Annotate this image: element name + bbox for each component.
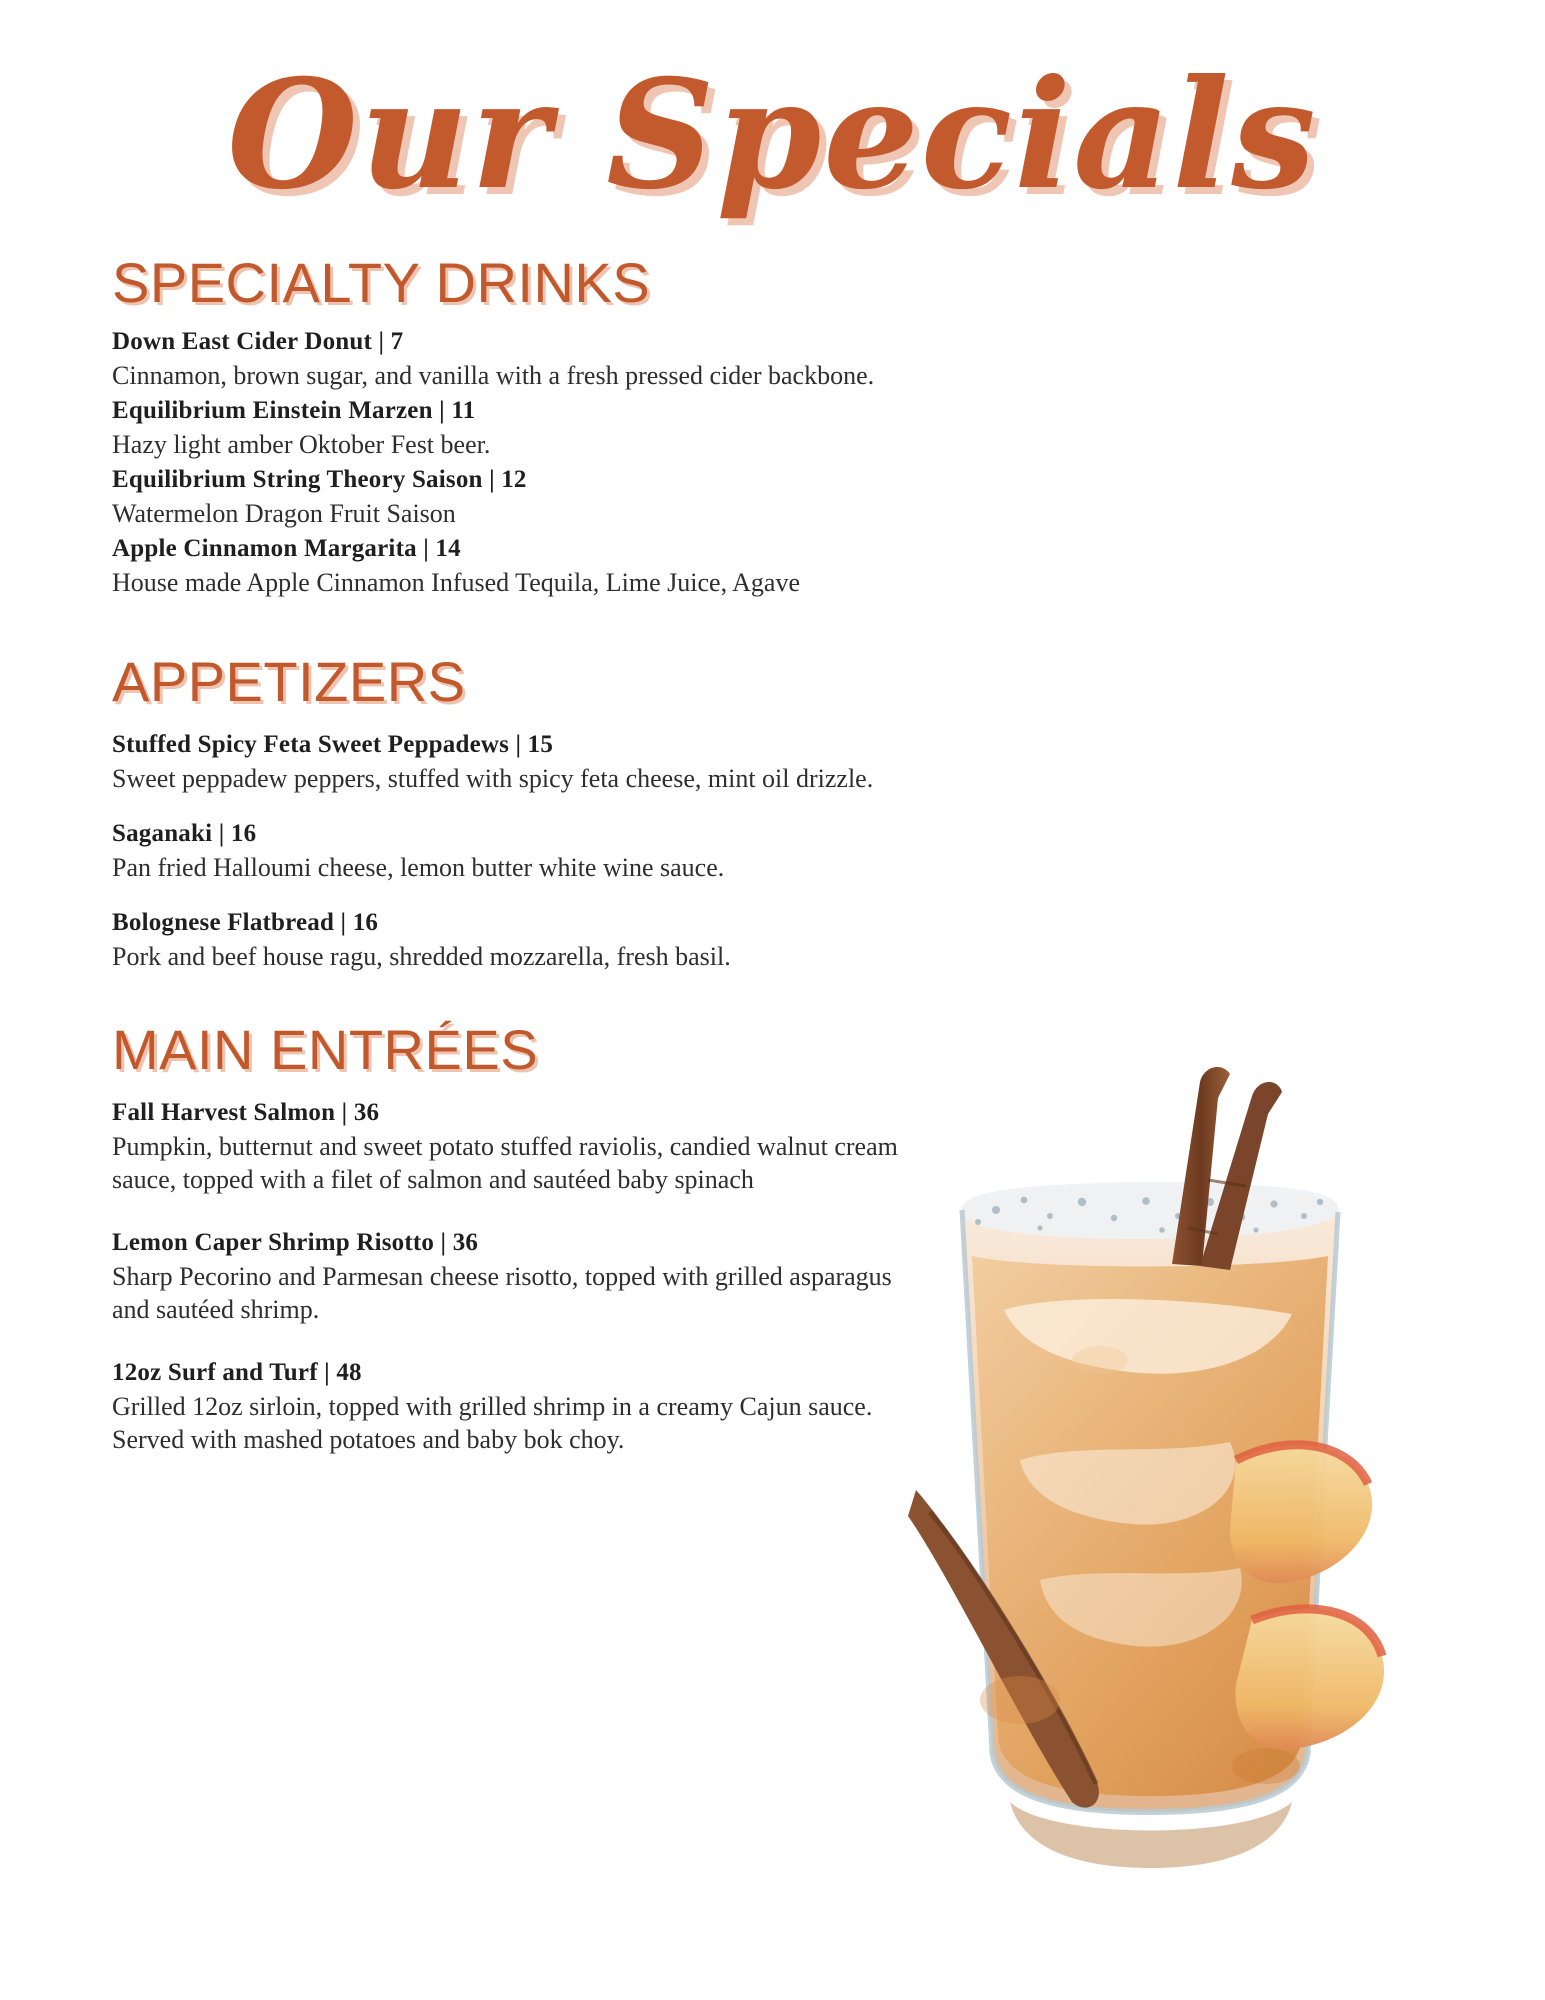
menu-item [112, 1096, 1545, 1196]
section-heading-appetizers: APPETIZERS [112, 650, 466, 713]
menu-item [112, 1226, 1545, 1326]
menu-item-list-specialty-drinks [112, 325, 1545, 599]
menu-item [112, 532, 1545, 599]
menu-item-name: Stuffed Spicy Feta Sweet Peppadews | 15 [112, 731, 554, 758]
menu-item-description: Cinnamon, brown sugar, and vanilla with a fresh pressed cider backbone. [112, 361, 875, 390]
menu-item [112, 1356, 1545, 1456]
cinnamon-stick-in-drink-icon [908, 1490, 1099, 1808]
menu-item [112, 394, 1545, 461]
menu-item-description: Pork and beef house ragu, shredded mozzarella, fresh basil. [112, 942, 731, 971]
section-heading-main-entrees: MAIN ENTRÉES [112, 1018, 539, 1081]
menu-item-description: Sweet peppadew peppers, stuffed with spicy feta cheese, mint oil drizzle. [112, 764, 874, 793]
menu-item-description: Hazy light amber Oktober Fest beer. [112, 430, 491, 459]
menu-item-name: Down East Cider Donut | 7 [112, 328, 404, 355]
section-specialty-drinks [0, 250, 1545, 599]
menu-item-description: Watermelon Dragon Fruit Saison [112, 499, 456, 528]
menu-title-block [0, 40, 1545, 240]
menu-item [112, 728, 1545, 795]
apple-slice-icon [1230, 1445, 1384, 1749]
menu-item-description: Sharp Pecorino and Parmesan cheese risotto, topped with grilled asparagus and sautéed shrimp. [112, 1262, 892, 1324]
menu-item-description: Pan fried Halloumi cheese, lemon butter white wine sauce. [112, 853, 725, 882]
menu-item-name: Equilibrium String Theory Saison | 12 [112, 466, 527, 493]
menu-item [112, 325, 1545, 392]
menu-item-description: Pumpkin, butternut and sweet potato stuffed raviolis, candied walnut cream sauce, topped with a filet of salmon and sautéed baby spinach [112, 1132, 898, 1194]
menu-item-name: Saganaki | 16 [112, 820, 257, 847]
menu-item-list-appetizers [112, 728, 1545, 973]
menu-content [0, 250, 1545, 1486]
section-appetizers [0, 649, 1545, 973]
menu-item-name: Equilibrium Einstein Marzen | 11 [112, 397, 476, 424]
menu-item [112, 463, 1545, 530]
menu-item-description: House made Apple Cinnamon Infused Tequila, Lime Juice, Agave [112, 568, 800, 597]
page-title: Our Specials [227, 47, 1318, 223]
menu-item-description: Grilled 12oz sirloin, topped with grilled shrimp in a creamy Cajun sauce. Served with mashed potatoes and baby bok choy. [112, 1392, 873, 1454]
menu-item [112, 906, 1545, 973]
section-main-entrees [0, 1017, 1545, 1456]
menu-item-name: Fall Harvest Salmon | 36 [112, 1099, 380, 1126]
section-heading-specialty-drinks: SPECIALTY DRINKS [112, 251, 651, 314]
menu-item-list-main-entrees [112, 1096, 1545, 1456]
menu-item [112, 817, 1545, 884]
menu-item-name: Apple Cinnamon Margarita | 14 [112, 535, 461, 562]
menu-item-name: Bolognese Flatbread | 16 [112, 909, 379, 936]
menu-item-name: 12oz Surf and Turf | 48 [112, 1359, 362, 1386]
menu-item-name: Lemon Caper Shrimp Risotto | 36 [112, 1229, 479, 1256]
